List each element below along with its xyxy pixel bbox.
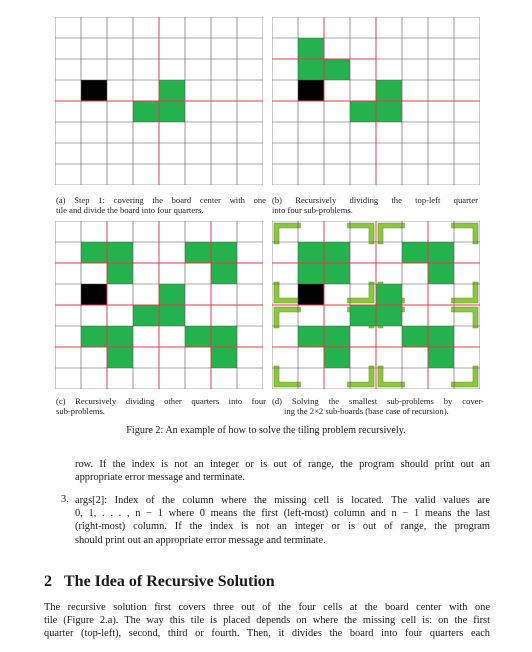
- caption-line: (b) Recursively dividing the top-left quarter: [272, 195, 478, 205]
- section-title: The Idea of Recursive Solution: [64, 573, 275, 590]
- board-svg: [55, 221, 263, 389]
- green-cell: [428, 242, 454, 263]
- green-cell: [428, 347, 454, 368]
- caption-panel-a: [56, 196, 266, 215]
- lime-l-tile: [452, 366, 478, 387]
- lime-l-tile: [348, 366, 374, 387]
- text-line: should print out an appropriate error message and terminate.: [75, 534, 326, 546]
- missing-cell: [81, 80, 107, 101]
- green-cell: [159, 80, 185, 101]
- green-cell: [211, 242, 237, 263]
- green-cell: [324, 59, 350, 80]
- green-cell: [350, 305, 376, 326]
- missing-cell: [81, 284, 107, 305]
- lime-l-tile: [274, 366, 300, 387]
- lime-l-tile: [348, 223, 374, 244]
- green-cell: [324, 347, 350, 368]
- body-paragraph: [44, 601, 490, 641]
- green-cell: [159, 284, 185, 305]
- list-item-number: 3.: [61, 494, 69, 505]
- text-line: (right-most) column. If the index is not an integer or is out of range, the program: [75, 521, 490, 533]
- lime-l-tile: [452, 282, 478, 303]
- text-line: appropriate error message and terminate.: [75, 472, 245, 484]
- lime-l-tile: [274, 307, 300, 328]
- green-cell: [376, 284, 402, 305]
- caption-line: ing the 2×2 sub-boards (base case of recursion).: [284, 405, 449, 416]
- board-panel-a: [55, 17, 263, 190]
- lime-l-tile: [378, 366, 404, 387]
- board-panel-d: [272, 221, 480, 394]
- green-cell: [159, 305, 185, 326]
- board-panel-b: [272, 17, 480, 190]
- green-cell: [185, 326, 211, 347]
- text-line: row. If the index is not an integer or is out of range, the program should print out an: [75, 459, 490, 470]
- green-cell: [133, 305, 159, 326]
- green-cell: [211, 326, 237, 347]
- list-item-3: [75, 494, 490, 547]
- caption-line: sub-problems.: [56, 405, 105, 416]
- green-cell: [211, 263, 237, 284]
- green-cell: [298, 326, 324, 347]
- green-cell: [185, 242, 211, 263]
- green-cell: [324, 242, 350, 263]
- green-cell: [211, 347, 237, 368]
- lime-l-tile: [274, 282, 300, 303]
- green-cell: [298, 59, 324, 80]
- caption-line: into four sub-problems.: [272, 204, 353, 215]
- green-cell: [159, 101, 185, 122]
- missing-cell: [298, 284, 324, 305]
- caption-panel-b: [272, 196, 478, 215]
- green-cell: [133, 101, 159, 122]
- caption-line: tile and divide the board into four quarters.: [56, 204, 204, 215]
- figure-caption: Figure 2: An example of how to solve the tiling problem recursively.: [126, 425, 406, 436]
- green-cell: [324, 326, 350, 347]
- green-cell: [402, 326, 428, 347]
- caption-panel-d: [272, 397, 484, 416]
- lime-l-tile: [348, 282, 374, 303]
- green-cell: [350, 101, 376, 122]
- caption-line: (a) Step 1: covering the board center with one: [56, 195, 266, 205]
- caption-line: (c) Recursively dividing other quarters into four: [56, 396, 266, 406]
- green-cell: [81, 326, 107, 347]
- green-cell: [81, 242, 107, 263]
- green-cell: [376, 305, 402, 326]
- board-svg: [272, 221, 480, 389]
- text-line: 0, 1, . . . , n − 1 where 0 means the first (left-most) column and n − 1 means the last: [75, 508, 490, 520]
- green-cell: [376, 80, 402, 101]
- green-cell: [428, 263, 454, 284]
- green-cell: [107, 326, 133, 347]
- list-item-continuation: [75, 458, 490, 484]
- green-cell: [107, 347, 133, 368]
- green-cell: [107, 263, 133, 284]
- caption-line: (d) Solving the smallest sub-problems by cover-: [272, 396, 484, 406]
- quarter-dividers: [55, 17, 263, 185]
- lime-l-tile: [274, 223, 300, 244]
- section-number: 2: [44, 573, 52, 590]
- green-cell: [402, 242, 428, 263]
- green-cell: [298, 242, 324, 263]
- lime-l-tile: [452, 223, 478, 244]
- green-cell: [428, 326, 454, 347]
- green-cell: [298, 263, 324, 284]
- text-line: quarter (top-left), second, third or fourth. Then, it divides the board into four quarters each: [44, 628, 490, 640]
- text-line: The recursive solution first covers three out of the four cells at the board center with one: [44, 602, 490, 613]
- lime-l-tile: [378, 223, 404, 244]
- text-line: tile (Figure 2.a). The way this tile is placed depends on where the missing cell is: on the first: [44, 615, 490, 627]
- green-cell: [324, 263, 350, 284]
- section-heading: [44, 573, 275, 591]
- lime-l-tile: [452, 307, 478, 328]
- text-line: args[2]: Index of the column where the missing cell is located. The valid values are: [75, 495, 490, 506]
- caption-panel-c: [56, 397, 266, 416]
- missing-cell: [298, 80, 324, 101]
- board-svg: [272, 17, 480, 185]
- green-cell: [298, 38, 324, 59]
- board-svg: [55, 17, 263, 185]
- board-panel-c: [55, 221, 263, 394]
- green-cell: [376, 101, 402, 122]
- green-cell: [107, 242, 133, 263]
